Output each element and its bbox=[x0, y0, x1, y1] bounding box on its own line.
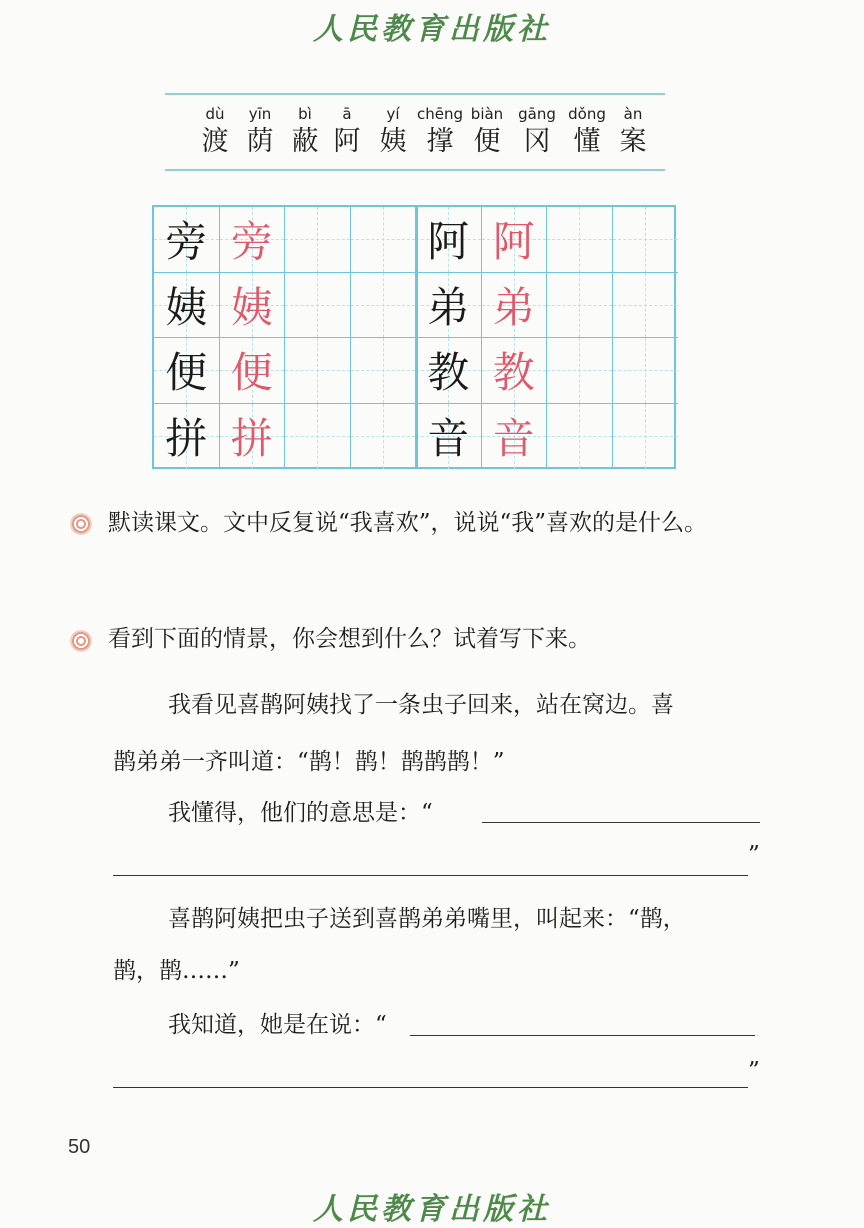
model-character: 音 bbox=[427, 414, 470, 464]
trace-character: 姨 bbox=[230, 282, 273, 332]
grid-cell bbox=[416, 338, 482, 404]
grid-cell[interactable] bbox=[547, 404, 613, 470]
grid-cell[interactable] bbox=[285, 207, 351, 273]
answer-blank[interactable] bbox=[482, 822, 760, 823]
hanzi: 蔽 bbox=[291, 126, 319, 157]
model-character: 旁 bbox=[165, 217, 208, 267]
model-character: 便 bbox=[165, 348, 208, 398]
exercise-text: 喜鹊阿姨把虫子送到喜鹊弟弟嘴里，叫起来：“鹊， bbox=[168, 906, 686, 932]
grid-cell bbox=[154, 273, 220, 339]
exercise-text: 鹊弟弟一齐叫道：“鹊！鹊！鹊鹊鹊！” bbox=[113, 749, 505, 775]
vocab-item bbox=[322, 95, 372, 159]
answer-blank[interactable] bbox=[410, 1035, 755, 1036]
hanzi: 便 bbox=[473, 126, 501, 157]
flower-bullet-icon bbox=[70, 513, 92, 535]
hanzi: 阿 bbox=[333, 126, 361, 157]
trace-character: 拼 bbox=[230, 414, 273, 464]
hanzi: 冈 bbox=[523, 126, 551, 157]
grid-cell bbox=[482, 273, 548, 339]
grid-cell[interactable] bbox=[351, 273, 417, 339]
trace-character: 旁 bbox=[230, 217, 273, 267]
pinyin: chēng bbox=[416, 105, 463, 123]
trace-character: 便 bbox=[230, 348, 273, 398]
publisher-logo-bottom: 人民教育出版社 bbox=[313, 1192, 551, 1227]
vocab-item bbox=[608, 95, 658, 159]
grid-cell[interactable] bbox=[547, 207, 613, 273]
grid-cell bbox=[416, 207, 482, 273]
grid-cell bbox=[220, 273, 286, 339]
page-number: 50 bbox=[68, 1136, 91, 1158]
grid-cell[interactable] bbox=[613, 273, 679, 339]
grid-cell[interactable] bbox=[285, 338, 351, 404]
vocab-item bbox=[512, 95, 562, 159]
trace-character: 音 bbox=[492, 414, 535, 464]
vocab-item bbox=[462, 95, 512, 159]
vocab-item bbox=[562, 95, 612, 159]
vocab-item bbox=[415, 95, 465, 159]
grid-cell[interactable] bbox=[351, 338, 417, 404]
hanzi: 懂 bbox=[573, 126, 601, 157]
grid-cell[interactable] bbox=[547, 338, 613, 404]
grid-cell[interactable] bbox=[613, 404, 679, 470]
pinyin: bì bbox=[298, 105, 312, 123]
trace-character: 弟 bbox=[492, 282, 535, 332]
pinyin: yīn bbox=[248, 105, 272, 123]
pinyin: gāng bbox=[518, 105, 556, 123]
model-character: 阿 bbox=[427, 217, 470, 267]
exercise-text: 我看见喜鹊阿姨找了一条虫子回来，站在窝边。喜 bbox=[168, 692, 674, 718]
pinyin: ā bbox=[342, 105, 352, 123]
grid-cell bbox=[154, 207, 220, 273]
close-quote: ” bbox=[748, 1058, 760, 1084]
grid-cell bbox=[416, 273, 482, 339]
grid-cell[interactable] bbox=[285, 404, 351, 470]
vocabulary-strip bbox=[165, 93, 665, 171]
close-quote: ” bbox=[748, 842, 760, 868]
grid-cell[interactable] bbox=[547, 273, 613, 339]
hanzi: 撑 bbox=[426, 126, 454, 157]
pinyin: àn bbox=[623, 105, 643, 123]
grid-cell bbox=[220, 207, 286, 273]
model-character: 教 bbox=[427, 348, 470, 398]
vocab-item bbox=[190, 95, 240, 159]
pinyin: dǒng bbox=[568, 105, 606, 123]
question-2: 看到下面的情景，你会想到什么？试着写下来。 bbox=[108, 626, 591, 652]
hanzi: 荫 bbox=[246, 126, 274, 157]
answer-blank[interactable] bbox=[113, 875, 748, 876]
hanzi: 渡 bbox=[201, 126, 229, 157]
pinyin: biàn bbox=[470, 105, 504, 123]
grid-cell bbox=[416, 404, 482, 470]
grid-cell[interactable] bbox=[285, 273, 351, 339]
grid-cell[interactable] bbox=[613, 207, 679, 273]
trace-character: 教 bbox=[492, 348, 535, 398]
question-1: 默读课文。文中反复说“我喜欢”，说说“我”喜欢的是什么。 bbox=[108, 510, 708, 536]
grid-cell bbox=[154, 404, 220, 470]
grid-cell bbox=[482, 404, 548, 470]
writing-grid bbox=[152, 205, 676, 469]
exercise-text: 我知道，她是在说：“ bbox=[168, 1012, 387, 1038]
exercise-text: 鹊，鹊……” bbox=[113, 958, 240, 984]
grid-cell bbox=[482, 338, 548, 404]
publisher-logo-top: 人民教育出版社 bbox=[313, 12, 551, 47]
flower-bullet-icon bbox=[70, 630, 92, 652]
answer-blank[interactable] bbox=[113, 1087, 748, 1088]
grid-cell bbox=[154, 338, 220, 404]
hanzi: 姨 bbox=[379, 126, 407, 157]
grid-cell[interactable] bbox=[351, 404, 417, 470]
hanzi: 案 bbox=[619, 126, 647, 157]
grid-cell bbox=[482, 207, 548, 273]
grid-cell[interactable] bbox=[351, 207, 417, 273]
trace-character: 阿 bbox=[492, 217, 535, 267]
grid-cell bbox=[220, 338, 286, 404]
vocab-item bbox=[235, 95, 285, 159]
grid-cell bbox=[220, 404, 286, 470]
model-character: 姨 bbox=[165, 282, 208, 332]
model-character: 拼 bbox=[165, 414, 208, 464]
vocab-item bbox=[368, 95, 418, 159]
exercise-text: 我懂得，他们的意思是：“ bbox=[168, 800, 433, 826]
pinyin: yí bbox=[386, 105, 400, 123]
grid-cell[interactable] bbox=[613, 338, 679, 404]
pinyin: dù bbox=[205, 105, 225, 123]
model-character: 弟 bbox=[427, 282, 470, 332]
